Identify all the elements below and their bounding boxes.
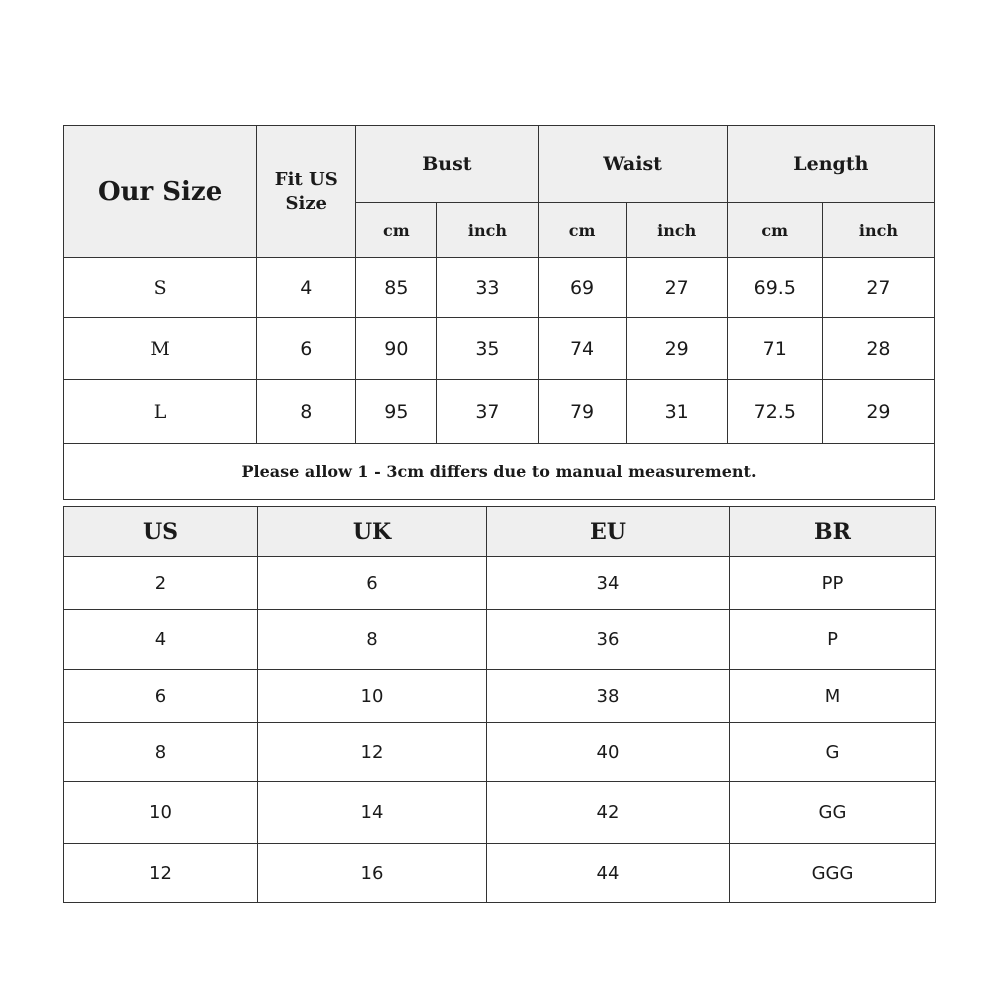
eu-header: EU [487,507,730,557]
length-cm-header: cm [727,203,822,258]
uk-value: 10 [258,670,487,723]
table-row [64,844,936,903]
us-value: 10 [64,782,258,844]
table-row [64,670,936,723]
table-row [64,723,936,782]
eu-value: 34 [487,557,730,610]
br-value: P [730,610,936,670]
length-inch-header: inch [822,203,934,258]
uk-value: 14 [258,782,487,844]
br-value: GG [730,782,936,844]
length-cm-value: 69.5 [727,258,822,318]
length-cm-value: 72.5 [727,380,822,444]
br-value: GGG [730,844,936,903]
table-row [64,782,936,844]
length-header: Length [727,126,934,203]
waist-cm-header: cm [538,203,626,258]
uk-header: UK [258,507,487,557]
eu-value: 40 [487,723,730,782]
fit-us-size-header [257,126,356,258]
size-label: M [64,318,257,380]
waist-cm-value: 79 [538,380,626,444]
size-label: S [64,258,257,318]
us-value: 12 [64,844,258,903]
bust-inch-value: 37 [437,380,538,444]
br-value: M [730,670,936,723]
waist-inch-header: inch [626,203,727,258]
br-value: PP [730,557,936,610]
waist-cm-value: 74 [538,318,626,380]
length-inch-value: 29 [822,380,934,444]
bust-cm-header: cm [356,203,437,258]
us-value: 2 [64,557,258,610]
us-header: US [64,507,258,557]
uk-value: 8 [258,610,487,670]
bust-cm-value: 90 [356,318,437,380]
fit-us-value: 8 [257,380,356,444]
fit-us-value: 4 [257,258,356,318]
bust-inch-value: 35 [437,318,538,380]
bust-cm-value: 95 [356,380,437,444]
eu-value: 42 [487,782,730,844]
size-row-s [64,258,935,318]
waist-inch-value: 31 [626,380,727,444]
fit-us-header-line1: Fit US [274,168,338,190]
table-row [64,557,936,610]
size-row-m [64,318,935,380]
uk-value: 16 [258,844,487,903]
length-cm-value: 71 [727,318,822,380]
eu-value: 38 [487,670,730,723]
bust-inch-value: 33 [437,258,538,318]
waist-inch-value: 29 [626,318,727,380]
bust-inch-header: inch [437,203,538,258]
bust-header: Bust [356,126,538,203]
size-label: L [64,380,257,444]
fit-us-value: 6 [257,318,356,380]
waist-cm-value: 69 [538,258,626,318]
size-chart-table [63,125,935,500]
measurement-note: Please allow 1 - 3cm differs due to manual measurement. [64,444,935,500]
us-value: 4 [64,610,258,670]
length-inch-value: 27 [822,258,934,318]
eu-value: 44 [487,844,730,903]
us-value: 8 [64,723,258,782]
table-row [64,610,936,670]
us-value: 6 [64,670,258,723]
waist-header: Waist [538,126,727,203]
waist-inch-value: 27 [626,258,727,318]
uk-value: 12 [258,723,487,782]
size-conversion-table [63,506,936,903]
bust-cm-value: 85 [356,258,437,318]
fit-us-header-line2: Size [285,192,327,214]
our-size-header: Our Size [64,126,257,258]
eu-value: 36 [487,610,730,670]
uk-value: 6 [258,557,487,610]
br-header: BR [730,507,936,557]
size-row-l [64,380,935,444]
length-inch-value: 28 [822,318,934,380]
br-value: G [730,723,936,782]
